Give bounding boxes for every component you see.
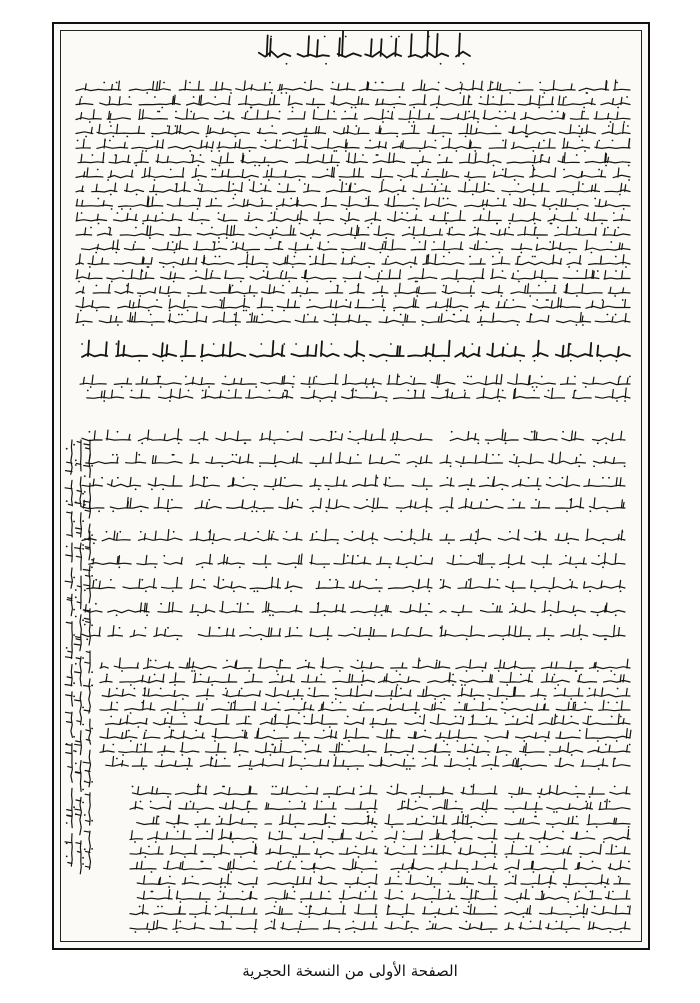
- text-block-lower: [100, 658, 631, 770]
- poem-columns: [82, 429, 625, 640]
- basmala-heading: [259, 31, 470, 65]
- margin-vertical-script: [65, 440, 93, 874]
- text-block-top: [76, 80, 630, 326]
- title-lines: [81, 341, 630, 362]
- page-caption: الصفحة الأولى من النسخة الحجرية: [242, 962, 458, 980]
- text-block-middle: [80, 374, 631, 402]
- book-list-columns: [130, 784, 630, 933]
- margin-notes: [65, 440, 93, 874]
